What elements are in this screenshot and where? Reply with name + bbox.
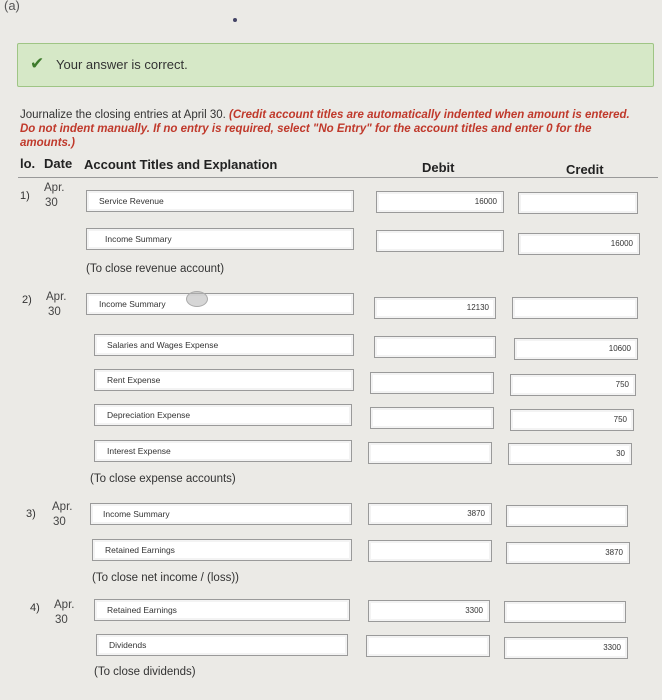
credit-field[interactable]: 750 xyxy=(510,409,634,431)
entry-date-day: 30 xyxy=(48,306,61,318)
credit-field[interactable]: 10600 xyxy=(514,338,638,360)
entry-date xyxy=(46,290,66,320)
debit-field[interactable] xyxy=(368,540,492,562)
debit-field[interactable]: 3300 xyxy=(368,600,490,622)
credit-field[interactable]: 750 xyxy=(510,374,636,396)
account-field[interactable]: Income Summary xyxy=(86,228,354,250)
header-debit: Debit xyxy=(422,160,455,175)
header-date: Date xyxy=(44,156,73,171)
instructions xyxy=(20,108,640,150)
entry-date xyxy=(52,500,72,530)
header-no: lo. xyxy=(20,156,36,171)
account-field[interactable]: Retained Earnings xyxy=(94,599,350,621)
success-banner xyxy=(17,43,654,87)
credit-field[interactable] xyxy=(506,505,628,527)
entry-date xyxy=(44,181,64,211)
credit-field[interactable] xyxy=(518,192,638,214)
debit-field[interactable] xyxy=(376,230,504,252)
entry-number: 1) xyxy=(20,190,30,202)
entry-note: (To close revenue account) xyxy=(86,263,225,275)
account-field[interactable]: Interest Expense xyxy=(94,440,352,462)
check-icon: ✔ xyxy=(30,54,45,73)
debit-field[interactable]: 16000 xyxy=(376,191,504,213)
header-account: Account Titles and Explanation xyxy=(84,157,278,172)
credit-field[interactable]: 3300 xyxy=(504,637,628,659)
entry-date-month: Apr. xyxy=(52,501,73,513)
entry-date-month: Apr. xyxy=(54,599,75,611)
entry-date-day: 30 xyxy=(55,614,68,626)
debit-field[interactable] xyxy=(370,372,494,394)
entry-note: (To close dividends) xyxy=(94,666,196,678)
header-credit: Credit xyxy=(566,162,604,177)
account-field[interactable]: Depreciation Expense xyxy=(94,404,352,426)
credit-field[interactable]: 16000 xyxy=(518,233,640,255)
header-divider xyxy=(18,177,658,178)
debit-field[interactable]: 3870 xyxy=(368,503,492,525)
entry-note: (To close net income / (loss)) xyxy=(92,572,239,584)
credit-field[interactable]: 3870 xyxy=(506,542,630,564)
entry-number: 4) xyxy=(30,602,40,614)
credit-field[interactable] xyxy=(504,601,626,623)
entry-date-day: 30 xyxy=(45,197,58,209)
debit-field[interactable]: 12130 xyxy=(374,297,496,319)
account-field[interactable]: Retained Earnings xyxy=(92,539,352,561)
debit-field[interactable] xyxy=(370,407,494,429)
entry-date-month: Apr. xyxy=(46,291,67,303)
debit-field[interactable] xyxy=(368,442,492,464)
instructions-emphasis: (Credit account titles are automatically indented when amount is entered. Do not indent manually. If no entry is required, select "No Entry" for the account titles and enter 0 for the amounts.) xyxy=(20,109,630,149)
account-field[interactable]: Income Summary xyxy=(90,503,352,525)
entry-date-day: 30 xyxy=(53,516,66,528)
decorative-dot xyxy=(233,18,237,22)
debit-field[interactable] xyxy=(374,336,496,358)
entry-date-month: Apr. xyxy=(44,182,65,194)
entry-number: 2) xyxy=(22,294,32,306)
entry-number: 3) xyxy=(26,508,36,520)
account-field[interactable]: Rent Expense xyxy=(94,369,354,391)
part-label: (a) xyxy=(4,0,20,13)
account-field[interactable]: Salaries and Wages Expense xyxy=(94,334,354,356)
mouse-cursor xyxy=(186,291,208,307)
entry-date xyxy=(54,598,74,628)
credit-field[interactable] xyxy=(512,297,638,319)
instructions-prefix: Journalize the closing entries at April 30. xyxy=(20,109,226,121)
success-message: Your answer is correct. xyxy=(56,57,188,72)
entry-note: (To close expense accounts) xyxy=(90,473,236,485)
account-field[interactable]: Dividends xyxy=(96,634,348,656)
debit-field[interactable] xyxy=(366,635,490,657)
credit-field[interactable]: 30 xyxy=(508,443,632,465)
account-field[interactable]: Income Summary xyxy=(86,293,354,315)
account-field[interactable]: Service Revenue xyxy=(86,190,354,212)
